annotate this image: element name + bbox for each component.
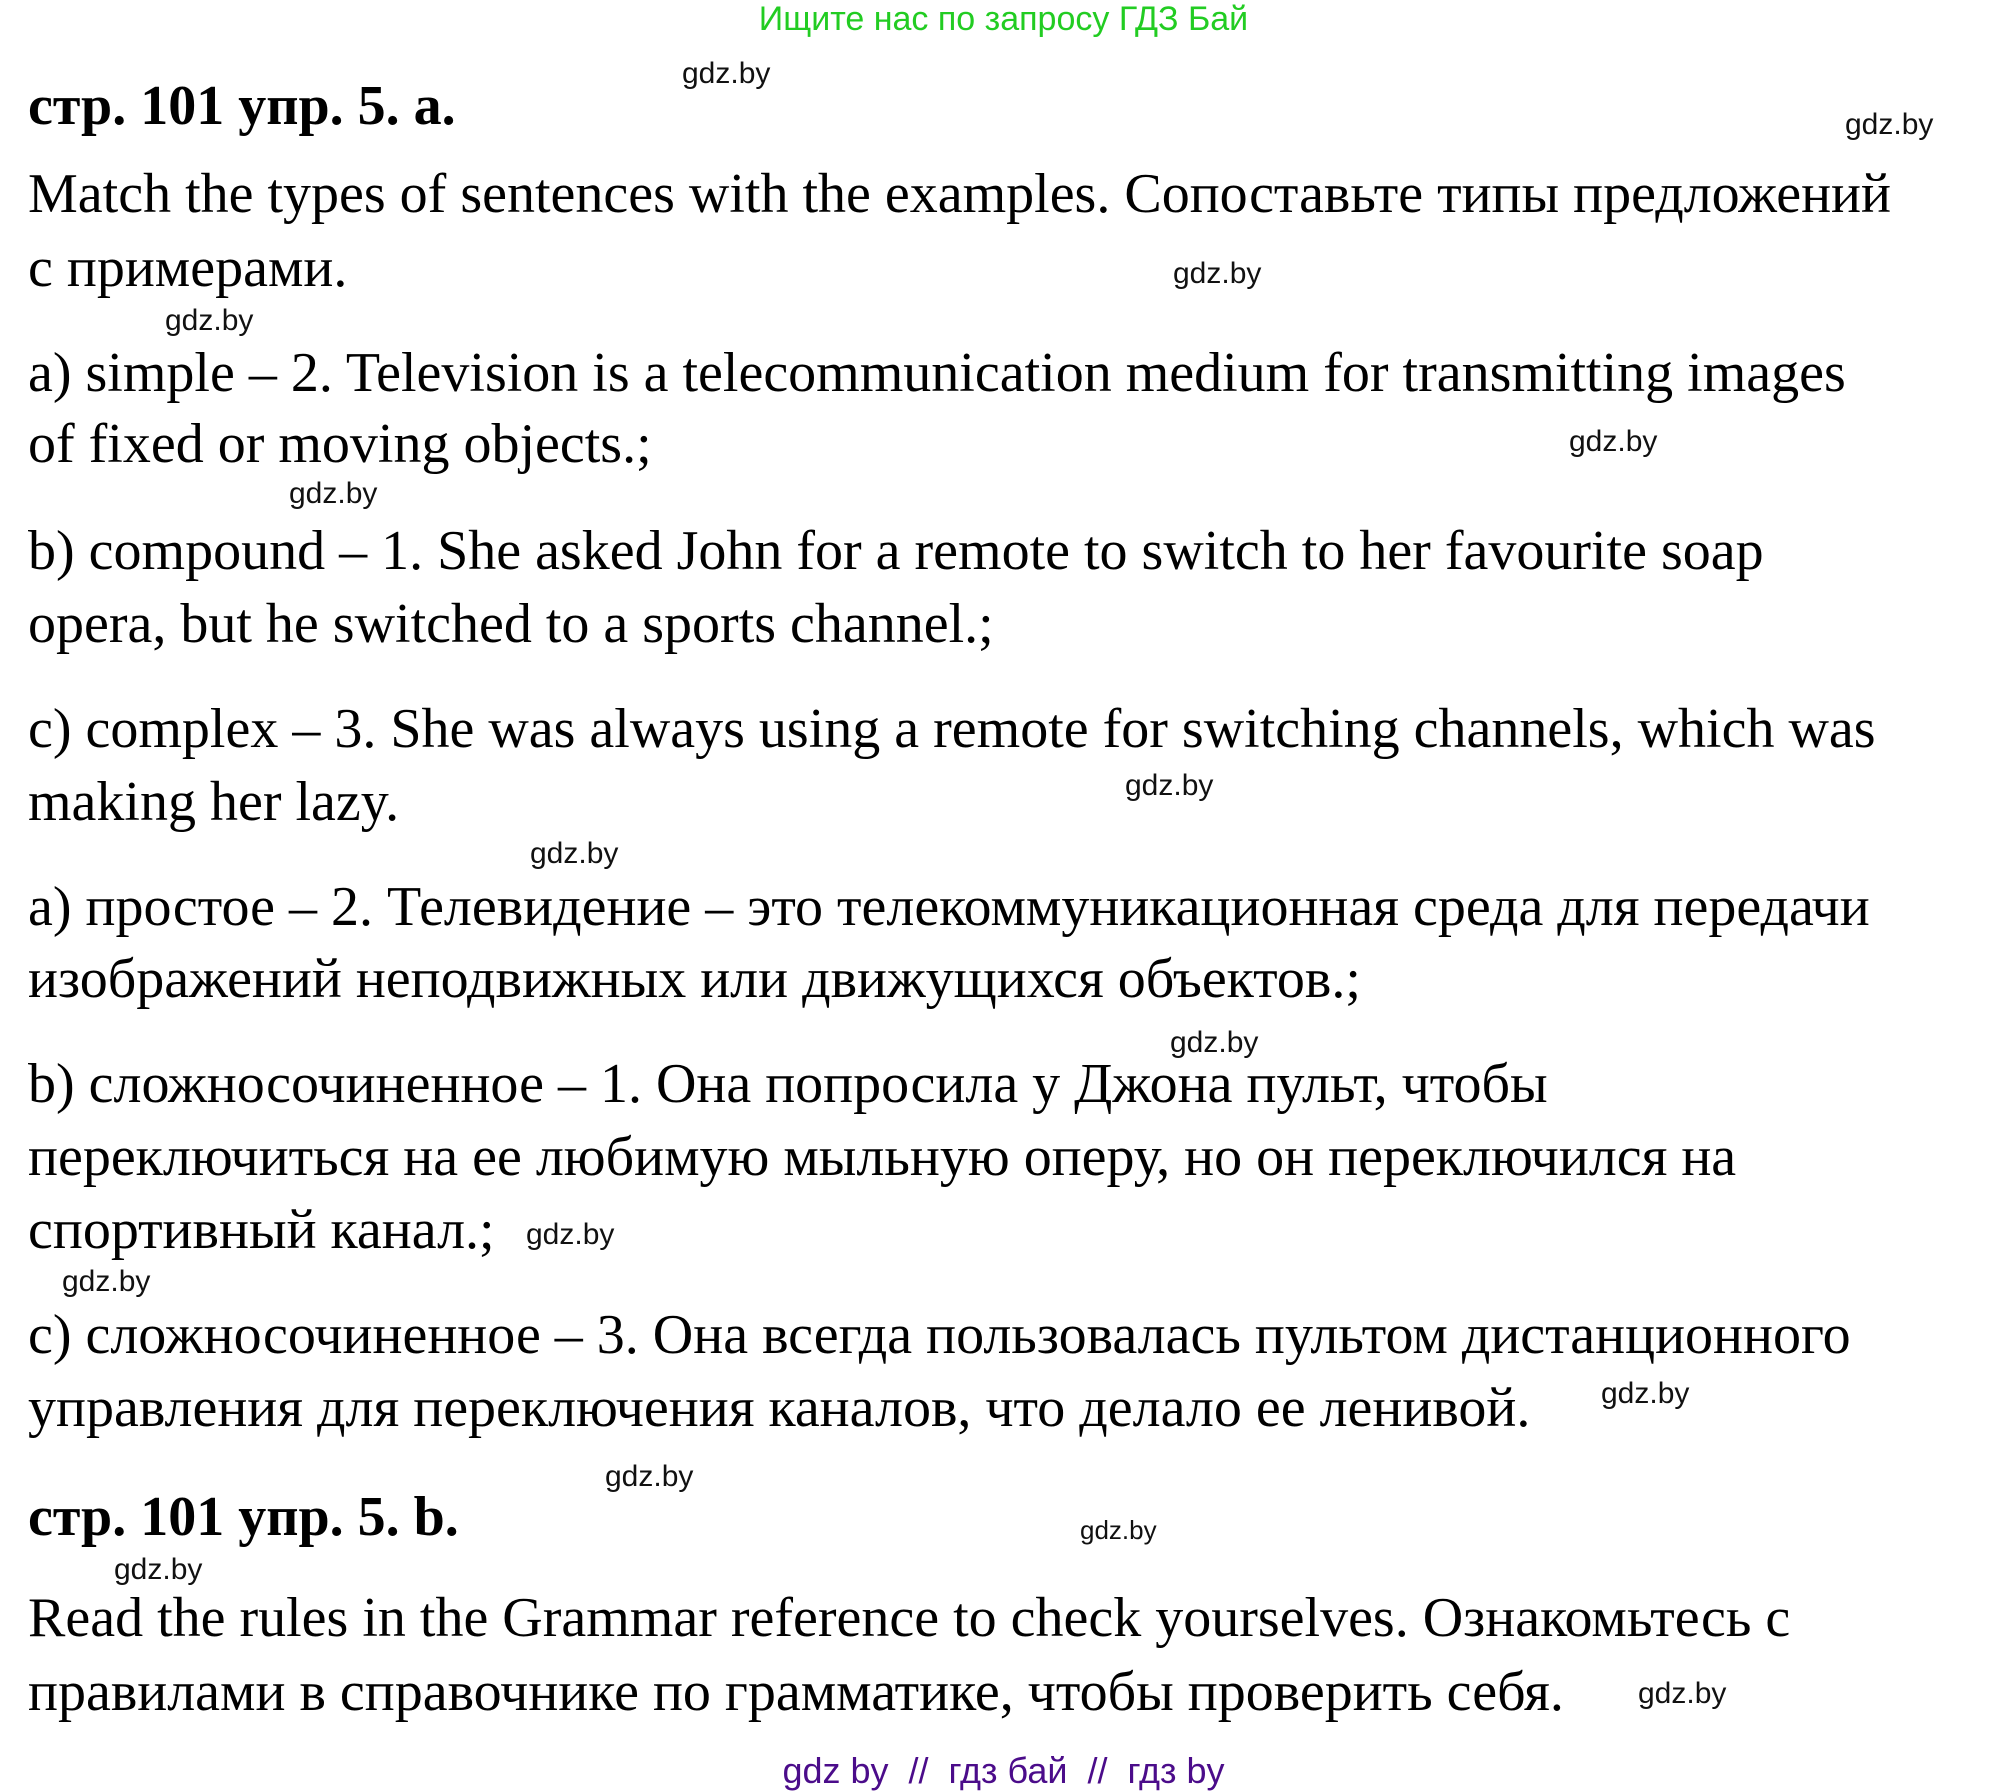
answer-en-a-line-1: a) simple – 2. Television is a telecommunication medium for transmitting images [28,342,1846,404]
answer-en-c-line-2: making her lazy. [28,771,400,833]
watermark: gdz.by [114,1553,203,1586]
section-b-instruction-line-1: Read the rules in the Grammar reference to check yourselves. Ознакомьтесь с [28,1587,1791,1649]
watermark: gdz.by [1845,108,1934,141]
search-banner: Ищите нас по запросу ГДЗ Бай [758,0,1249,38]
watermark: gdz.by [1170,1026,1259,1059]
watermark: gdz.by [62,1265,151,1298]
answer-ru-b-line-3: спортивный канал.; [28,1199,495,1261]
watermark: gdz.by [682,57,771,90]
answer-en-c-line-1: c) complex – 3. She was always using a remote for switching channels, which was [28,698,1876,760]
section-a-instruction-line-2: с примерами. [28,237,348,299]
watermark: gdz.by [1173,257,1262,290]
section-a-instruction-line-1: Match the types of sentences with the examples. Сопоставьте типы предложений [28,163,1891,225]
watermark: gdz.by [526,1218,615,1251]
watermark: gdz.by [1638,1677,1727,1710]
answer-ru-c-line-2: управления для переключения каналов, что делало ее ленивой. [28,1377,1531,1439]
section-a-heading: стр. 101 упр. 5. a. [28,75,456,137]
answer-ru-a-line-1: a) простое – 2. Телевидение – это телекоммуникационная среда для передачи [28,876,1870,938]
watermark: gdz.by [165,304,254,337]
footer-watermark-links: gdz by // гдз бай // гдз by [782,1750,1225,1791]
answer-en-b-line-1: b) compound – 1. She asked John for a remote to switch to her favourite soap [28,520,1764,582]
watermark: gdz.by [1080,1515,1157,1545]
watermark: gdz.by [605,1460,694,1493]
watermark: gdz.by [289,477,378,510]
answer-en-b-line-2: opera, but he switched to a sports channel.; [28,593,994,655]
answer-ru-c-line-1: c) сложносочиненное – 3. Она всегда пользовалась пультом дистанционного [28,1304,1851,1366]
section-b-heading: стр. 101 упр. 5. b. [28,1486,459,1548]
watermark: gdz.by [530,837,619,870]
answer-en-a-line-2: of fixed or moving objects.; [28,413,652,475]
watermark: gdz.by [1125,769,1214,802]
watermark: gdz.by [1601,1377,1690,1410]
answer-ru-b-line-1: b) сложносочиненное – 1. Она попросила у Джона пульт, чтобы [28,1053,1548,1115]
watermark: gdz.by [1569,425,1658,458]
answer-ru-a-line-2: изображений неподвижных или движущихся объектов.; [28,948,1361,1010]
section-b-instruction-line-2: правилами в справочнике по грамматике, чтобы проверить себя. [28,1661,1564,1723]
answer-ru-b-line-2: переключиться на ее любимую мыльную оперу, но он переключился на [28,1126,1737,1188]
